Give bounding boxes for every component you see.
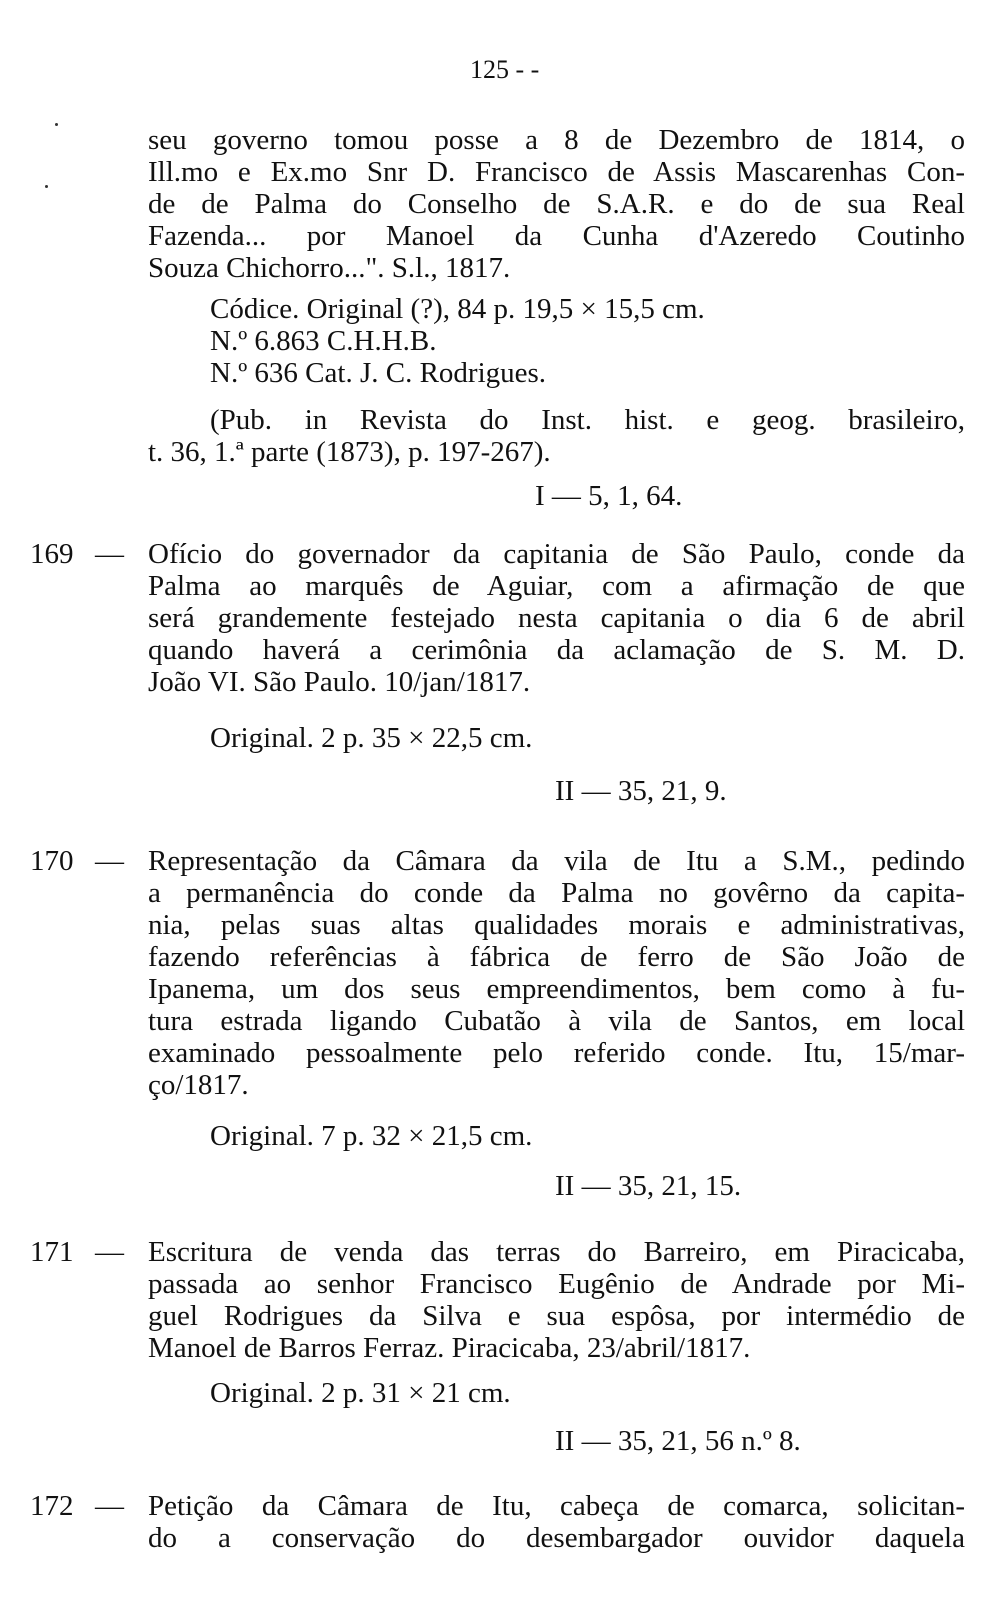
text-line: João VI. São Paulo. 10/jan/1817. xyxy=(148,666,531,698)
text-line: Representação da Câmara da vila de Itu a S.M., pedindo xyxy=(148,845,965,877)
text-line: a permanência do conde da Palma no govêrno da capita- xyxy=(148,877,965,909)
scan-speck xyxy=(45,185,48,188)
page-number: 125 - - xyxy=(470,55,540,84)
publication-line: (Pub. in Revista do Inst. hist. e geog. brasileiro, xyxy=(210,404,965,436)
text-line: fazendo referências à fábrica de ferro de São João de xyxy=(148,941,965,973)
original-description: Original. 7 p. 32 × 21,5 cm. xyxy=(210,1120,533,1152)
detail-line: Códice. Original (?), 84 p. 19,5 × 15,5 cm. xyxy=(210,293,705,325)
text-line: Ipanema, um dos seus empreendimentos, bem como à fu- xyxy=(148,973,965,1005)
text-line: guel Rodrigues da Silva e sua espôsa, por intermédio de xyxy=(148,1300,965,1332)
text-line: seu governo tomou posse a 8 de Dezembro de 1814, o xyxy=(148,124,965,156)
text-line: nia, pelas suas altas qualidades morais e administrativas, xyxy=(148,909,965,941)
text-line: quando haverá a cerimônia da aclamação de S. M. D. xyxy=(148,634,965,666)
archive-reference: II — 35, 21, 15. xyxy=(555,1170,742,1202)
entry-dash: — xyxy=(95,1236,124,1268)
original-description: Original. 2 p. 31 × 21 cm. xyxy=(210,1377,511,1409)
text-line: passada ao senhor Francisco Eugênio de Andrade por Mi- xyxy=(148,1268,965,1300)
entry-number: 171 xyxy=(30,1236,74,1268)
text-line: Souza Chichorro...". S.l., 1817. xyxy=(148,252,511,284)
entry-number: 172 xyxy=(30,1490,74,1522)
archive-reference: II — 35, 21, 56 n.º 8. xyxy=(555,1425,801,1457)
text-line: Fazenda... por Manoel da Cunha d'Azeredo Coutinho xyxy=(148,220,965,252)
text-line: Ofício do governador da capitania de São Paulo, conde da xyxy=(148,538,965,570)
text-line: será grandemente festejado nesta capitania o dia 6 de abril xyxy=(148,602,965,634)
text-line: Petição da Câmara de Itu, cabeça de comarca, solicitan- xyxy=(148,1490,965,1522)
entry-dash: — xyxy=(95,845,124,877)
scan-speck xyxy=(55,123,58,126)
entry-dash: — xyxy=(95,538,124,570)
text-line: do a conservação do desembargador ouvidor daquela xyxy=(148,1522,965,1554)
entry-dash: — xyxy=(95,1490,124,1522)
publication-line: t. 36, 1.ª parte (1873), p. 197-267). xyxy=(148,436,551,468)
text-line: examinado pessoalmente pelo referido conde. Itu, 15/mar- xyxy=(148,1037,965,1069)
detail-line: N.º 6.863 C.H.H.B. xyxy=(210,325,437,357)
archive-reference: I — 5, 1, 64. xyxy=(535,480,683,512)
text-line: de de Palma do Conselho de S.A.R. e do de sua Real xyxy=(148,188,965,220)
text-line: Palma ao marquês de Aguiar, com a afirmação de que xyxy=(148,570,965,602)
text-line: ço/1817. xyxy=(148,1069,249,1101)
text-line: tura estrada ligando Cubatão à vila de Santos, em local xyxy=(148,1005,965,1037)
entry-number: 169 xyxy=(30,538,74,570)
entry-number: 170 xyxy=(30,845,74,877)
text-line: Ill.mo e Ex.mo Snr D. Francisco de Assis Mascarenhas Con- xyxy=(148,156,965,188)
archive-reference: II — 35, 21, 9. xyxy=(555,775,727,807)
text-line: Manoel de Barros Ferraz. Piracicaba, 23/abril/1817. xyxy=(148,1332,751,1364)
original-description: Original. 2 p. 35 × 22,5 cm. xyxy=(210,722,533,754)
text-line: Escritura de venda das terras do Barreiro, em Piracicaba, xyxy=(148,1236,965,1268)
detail-line: N.º 636 Cat. J. C. Rodrigues. xyxy=(210,357,547,389)
